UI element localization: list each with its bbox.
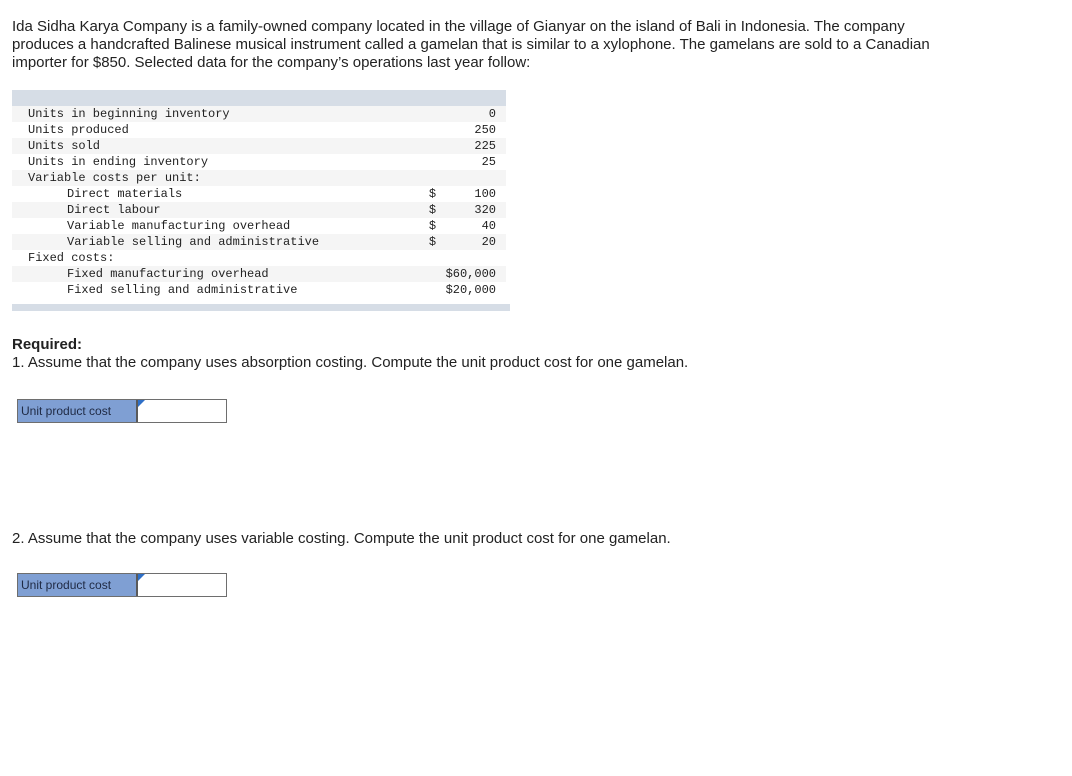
row-value xyxy=(446,170,506,186)
answer-row-q2 xyxy=(17,573,227,597)
row-currency: $ xyxy=(429,202,446,218)
row-currency xyxy=(429,122,446,138)
table-row xyxy=(12,218,506,234)
row-value: $60,000 xyxy=(446,266,506,282)
row-value: 40 xyxy=(446,218,506,234)
table-row xyxy=(12,202,506,218)
row-label: Fixed costs: xyxy=(12,250,429,266)
row-label: Variable manufacturing overhead xyxy=(12,218,429,234)
cost-data-table xyxy=(12,90,510,311)
table-row xyxy=(12,266,506,282)
unit-product-cost-input-q1[interactable] xyxy=(138,400,226,422)
row-label: Units in ending inventory xyxy=(12,154,429,170)
row-value: 0 xyxy=(446,106,506,122)
row-label: Units produced xyxy=(12,122,429,138)
row-label: Direct labour xyxy=(12,202,429,218)
row-value: 20 xyxy=(446,234,506,250)
cost-data-grid xyxy=(12,106,506,298)
problem-intro: Ida Sidha Karya Company is a family-owned company located in the village of Gianyar on the island of Bali in Indonesia. The company produces a handcrafted Balinese musical instrument called a gamelan that is similar to a xylophone. The gamelans are sold to a Canadian importer for $850. Selected data for the company’s operations last year follow: xyxy=(12,18,930,71)
row-value: $20,000 xyxy=(446,282,506,298)
row-value: 250 xyxy=(446,122,506,138)
row-label: Fixed selling and administrative xyxy=(12,282,429,298)
table-row xyxy=(12,154,506,170)
row-currency: $ xyxy=(429,218,446,234)
table-row xyxy=(12,106,506,122)
row-label: Fixed manufacturing overhead xyxy=(12,266,429,282)
row-currency xyxy=(429,138,446,154)
row-value xyxy=(446,250,506,266)
table-bottom-bar xyxy=(12,304,510,311)
question-2: 2. Assume that the company uses variable costing. Compute the unit product cost for one gamelan. xyxy=(12,530,671,547)
table-row xyxy=(12,282,506,298)
table-row xyxy=(12,250,506,266)
row-value: 25 xyxy=(446,154,506,170)
row-value: 225 xyxy=(446,138,506,154)
row-currency xyxy=(429,250,446,266)
unit-product-cost-label: Unit product cost xyxy=(18,400,138,422)
row-currency xyxy=(429,170,446,186)
row-value: 320 xyxy=(446,202,506,218)
row-currency xyxy=(429,266,446,282)
row-label: Units sold xyxy=(12,138,429,154)
row-currency xyxy=(429,154,446,170)
unit-product-cost-input-q2[interactable] xyxy=(138,574,226,596)
row-label: Variable costs per unit: xyxy=(12,170,429,186)
row-label: Direct materials xyxy=(12,186,429,202)
table-row xyxy=(12,170,506,186)
unit-product-cost-label: Unit product cost xyxy=(18,574,138,596)
input-marker-icon xyxy=(138,400,145,407)
row-currency: $ xyxy=(429,234,446,250)
row-currency xyxy=(429,282,446,298)
input-marker-icon xyxy=(138,574,145,581)
answer-cell-q2 xyxy=(138,574,226,596)
question-1: 1. Assume that the company uses absorption costing. Compute the unit product cost for one gamelan. xyxy=(12,354,689,371)
required-heading: Required: xyxy=(12,336,83,353)
row-value: 100 xyxy=(446,186,506,202)
table-row xyxy=(12,234,506,250)
table-row xyxy=(12,122,506,138)
row-label: Variable selling and administrative xyxy=(12,234,429,250)
table-row xyxy=(12,186,506,202)
table-row xyxy=(12,138,506,154)
table-top-bar xyxy=(12,90,506,106)
row-currency: $ xyxy=(429,186,446,202)
answer-row-q1 xyxy=(17,399,227,423)
row-currency xyxy=(429,106,446,122)
answer-cell-q1 xyxy=(138,400,226,422)
row-label: Units in beginning inventory xyxy=(12,106,429,122)
